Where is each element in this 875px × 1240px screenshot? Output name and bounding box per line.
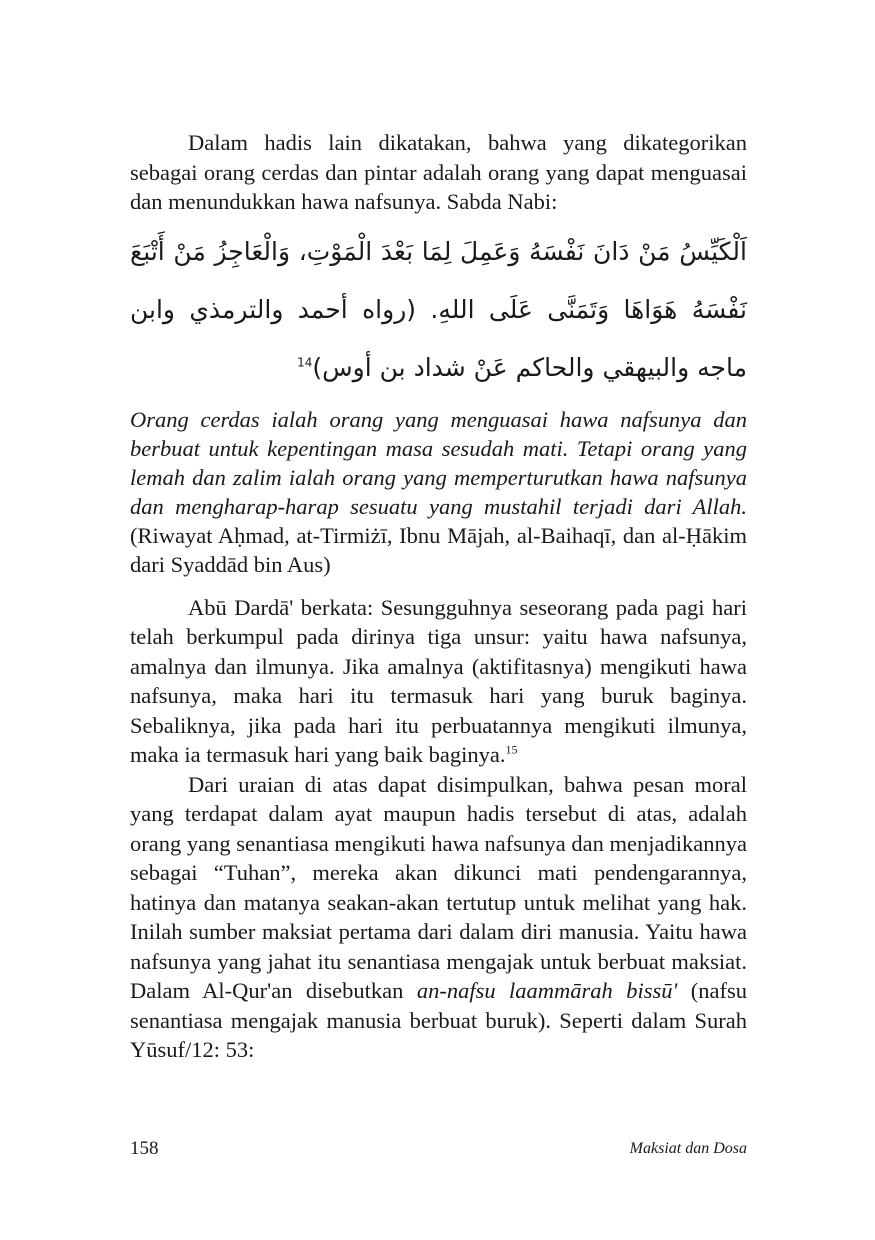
paragraph-conclusion: [130, 770, 747, 1065]
arabic-hadith: [130, 223, 747, 397]
running-footer-title: Maksiat dan Dosa: [629, 1140, 747, 1157]
footnote-marker-15[interactable]: 15: [505, 742, 518, 757]
footnote-marker-14[interactable]: 14: [297, 355, 313, 370]
paragraph-conclusion-text-2: (nafsu senantiasa mengajak manusia berbuat buruk). Seperti dalam Surah Yūsuf/12: 53:: [130, 978, 747, 1062]
paragraph-conclusion-term: an-nafsu laammārah bissū': [416, 978, 678, 1003]
translation-source: (Riwayat Aḥmad, at-Tirmiżī, Ibnu Mājah, al-Baihaqī, dan al-Ḥākim dari Syaddād bin Aus): [130, 522, 747, 577]
paragraph-intro: Dalam hadis lain dikatakan, bahwa yang dikategorikan sebagai orang cerdas dan pintar adalah orang yang dapat menguasai dan menundukkan hawa nafsunya. Sabda Nabi:: [130, 130, 747, 214]
paragraph-abu-darda-text: Abū Dardā' berkata: Sesungguhnya seseorang pada pagi hari telah berkumpul pada dirinya tiga unsur: yaitu hawa nafsunya, amalnya dan ilmunya. Jika amalnya (aktifitasnya) mengikuti hawa nafsunya, maka hari itu termasuk hari yang buruk baginya. Sebaliknya, jika pada hari itu perbuatannya mengikuti ilmunya, maka ia termasuk hari yang baik baginya.: [130, 594, 747, 767]
paragraph-conclusion-text-1: Dari uraian di atas dapat disimpulkan, bahwa pesan moral yang terdapat dalam ayat maupun hadis tersebut di atas, adalah orang yang senantiasa mengikuti hawa nafsunya dan menjadikannya sebagai “Tuhan”, mereka akan dikunci mati pendengarannya, hatinya dan matanya seakan-akan tertutup untuk melihat yang hak. Inilah sumber maksiat pertama dari dalam diri manusia. Yaitu hawa nafsunya yang jahat itu senantiasa mengajak untuk berbuat maksiat. Dalam Al-Qur'an disebutkan: [130, 771, 747, 1003]
hadith-translation: [130, 405, 747, 579]
arabic-hadith-text: اَلْكَيِّسُ مَنْ دَانَ نَفْسَهُ وَعَمِلَ لِمَا بَعْدَ الْمَوْتِ، وَالْعَاجِزُ مَنْ أَتْبَعَ نَفْسَهُ هَوَاهَا وَتَمَنَّى عَلَى اللهِ. (رواه أحمد والترمذي وابن ماجه والبيهقي والحاكم عَنْ شداد بن أوس): [130, 236, 747, 382]
page-number: 158: [130, 1138, 159, 1159]
paragraph-abu-darda: [130, 593, 747, 770]
page-body: [130, 128, 747, 1065]
translation-text: Orang cerdas ialah orang yang menguasai hawa nafsunya dan berbuat untuk kepentingan masa sesudah mati. Tetapi orang yang lemah dan zalim ialah orang yang memperturutkan hawa nafsunya dan mengharap-harap sesuatu yang mustahil terjadi dari Allah.: [130, 406, 747, 519]
